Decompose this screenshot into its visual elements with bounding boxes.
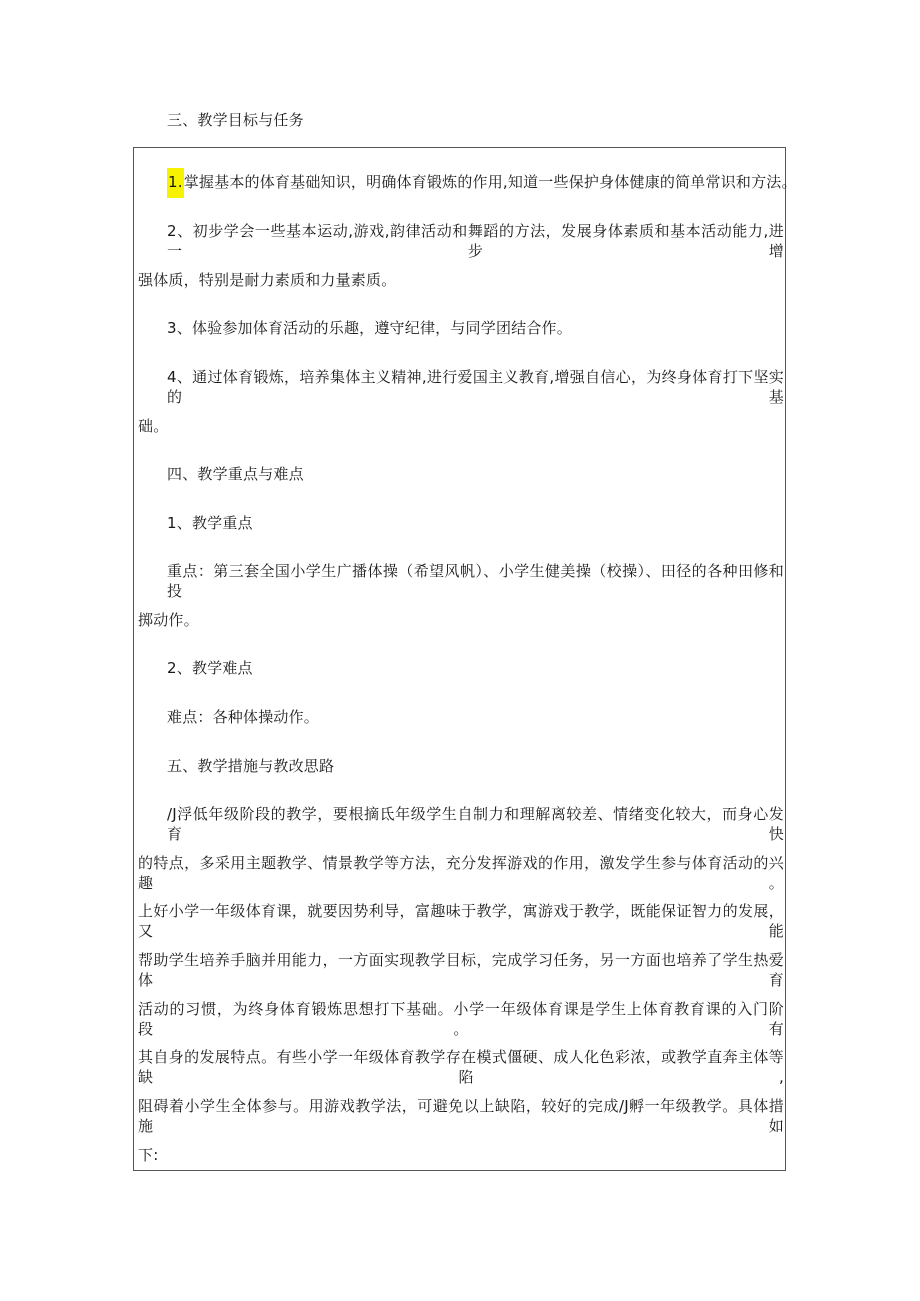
section-5-heading: 五、教学措施与教改思路: [167, 757, 335, 775]
goal-item-1-text: 掌握基本的体育基础知识，明确体育锻炼的作用,知道一些保护身体健康的简单常识和方法。: [183, 173, 797, 191]
goal-item-2-line-2: 强体质，特别是耐力素质和力量素质。: [138, 271, 397, 289]
key-points-line-1: 重点：第三套全国小学生广播体操（希望风帆）、小学生健美操（校操）、田径的各种田修和投: [167, 562, 784, 600]
paragraph-line: 帮助学生培养手脑并用能力，一方面实现教学目标，完成学习任务，另一方面也培养了学生热爱体育: [138, 951, 784, 989]
paragraph-line: 其自身的发展特点。有些小学一年级体育教学存在模式僵硬、成人化色彩浓，或教学直奔主体等缺陷,: [138, 1048, 784, 1086]
section-4-heading: 四、教学重点与难点: [167, 465, 304, 483]
difficulty-text: 难点：各种体操动作。: [167, 708, 320, 726]
paragraph-line: 活动的习惯，为终身体育锻炼思想打下基础。小学一年级体育课是学生上体育教育课的入门阶段。有: [138, 1000, 784, 1038]
key-points-line-2: 掷动作。: [138, 611, 199, 629]
difficulty-subheading: 2、教学难点: [167, 659, 253, 677]
goal-item-4-line-2: 础。: [138, 417, 169, 435]
paragraph-line: 的特点，多采用主题教学、情景教学等方法，充分发挥游戏的作用，激发学生参与体育活动的兴趣。: [138, 854, 784, 892]
highlighted-number: 1.: [167, 168, 184, 198]
paragraph-line: 下:: [138, 1146, 159, 1164]
section-3-heading: 三、教学目标与任务: [167, 111, 304, 129]
goal-item-1: [167, 172, 797, 192]
goal-item-4-line-1: 4、通过体育锻炼，培养集体主义精神,进行爱国主义教育,增强自信心，为终身体育打下坚实的基: [167, 368, 784, 406]
key-points-subheading: 1、教学重点: [167, 514, 253, 532]
paragraph-line: 上好小学一年级体育课，就要因势利导，富趣味于教学，寓游戏于教学，既能保证智力的发展，又能: [138, 902, 784, 940]
goal-item-3: 3、体验参加体育活动的乐趣，遵守纪律，与同学团结合作。: [167, 319, 572, 337]
paragraph-line: 阻碍着小学生全体参与。用游戏教学法，可避免以上缺陷，较好的完成/J孵一年级教学。具体措施如: [138, 1097, 784, 1135]
goal-item-2-line-1: 2、初步学会一些基本运动,游戏,韵律活动和舞蹈的方法，发展身体素质和基本活动能力,进一步增: [167, 222, 784, 260]
paragraph-line: /J浮低年级阶段的教学，要根摘氐年级学生自制力和理解离较差、情绪变化较大，而身心发育快: [167, 805, 784, 843]
